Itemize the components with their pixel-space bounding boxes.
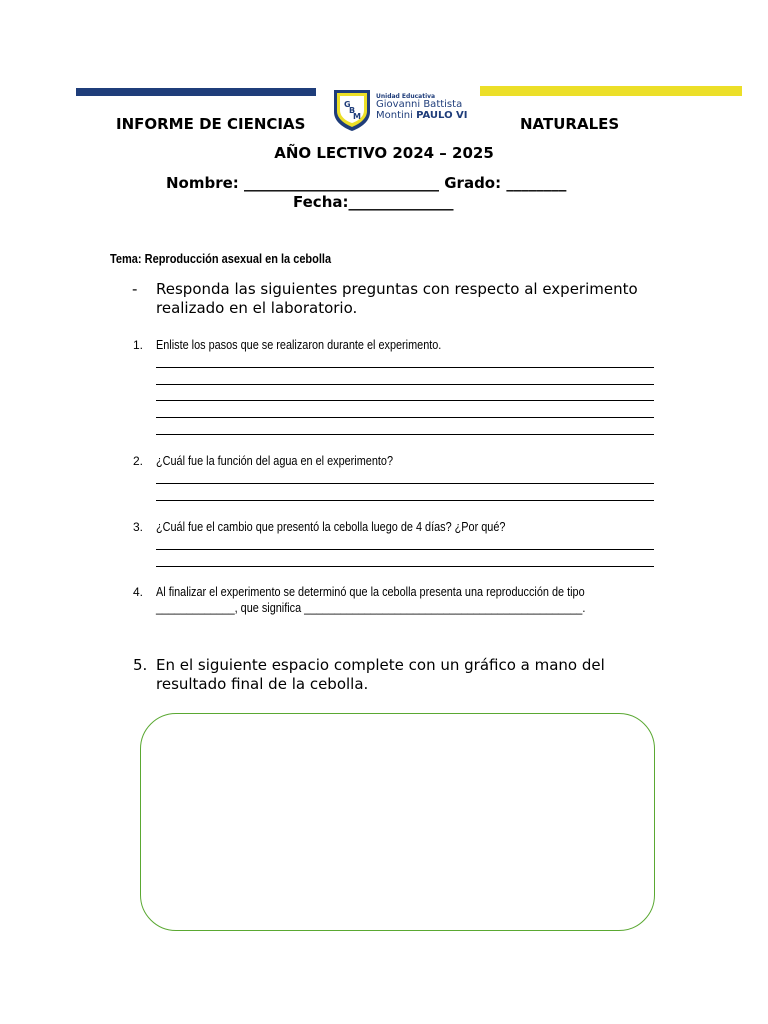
title-left: INFORME DE CIENCIAS xyxy=(116,115,306,133)
answer-line[interactable] xyxy=(156,400,654,401)
question-1-text: Enliste los pasos que se realizaron durante el experimento. xyxy=(156,338,442,352)
shield-letter-m: M xyxy=(353,112,361,121)
question-4-text-line2[interactable]: _____________, que significa ______________________________________________. xyxy=(156,601,586,615)
answer-line[interactable] xyxy=(156,566,654,567)
logo-line3 xyxy=(376,111,468,122)
answer-line[interactable] xyxy=(156,384,654,385)
title-right: NATURALES xyxy=(520,115,620,133)
tema-text: Reproducción asexual en la cebolla xyxy=(144,252,332,266)
intro-bullet: - xyxy=(132,280,138,298)
drawing-area[interactable] xyxy=(140,713,655,931)
question-2-number: 2. xyxy=(133,454,144,468)
answer-line[interactable] xyxy=(156,434,654,435)
school-logo xyxy=(332,88,478,132)
intro-text: Responda las siguientes preguntas con respecto al experimento realizado en el laboratorio. xyxy=(156,280,638,317)
logo-line3-a: Montini xyxy=(376,109,413,121)
shield-letter-b: B xyxy=(349,106,356,115)
answer-line[interactable] xyxy=(156,500,654,501)
answer-line[interactable] xyxy=(156,483,654,484)
question-4-text-line1: Al finalizar el experimento se determinó que la cebolla presenta una reproducción de tipo xyxy=(156,585,585,599)
school-shield-icon xyxy=(332,88,372,132)
school-year: AÑO LECTIVO 2024 – 2025 xyxy=(274,144,494,162)
question-1-number: 1. xyxy=(133,338,144,352)
header-bar-yellow xyxy=(480,86,742,96)
tema-label: Tema: xyxy=(110,252,142,266)
answer-line[interactable] xyxy=(156,367,654,368)
logo-text xyxy=(376,94,468,121)
logo-line2: Giovanni Battista xyxy=(376,99,463,111)
answer-line[interactable] xyxy=(156,417,654,418)
shield-letter-g: G xyxy=(344,100,351,109)
question-2-text: ¿Cuál fue la función del agua en el experimento? xyxy=(156,454,393,468)
header-bar-blue xyxy=(76,88,316,96)
logo-line1: Unidad Educativa xyxy=(376,93,436,100)
question-3-text: ¿Cuál fue el cambio que presentó la cebolla luego de 4 días? ¿Por qué? xyxy=(156,520,506,534)
nombre-grado-field[interactable]: Nombre: __________________________ Grado: ________ xyxy=(166,174,567,192)
question-5-number: 5. xyxy=(133,656,148,674)
logo-line3-b: PAULO VI xyxy=(416,109,468,121)
question-5-text: En el siguiente espacio complete con un gráfico a mano del resultado final de la cebolla. xyxy=(156,656,605,693)
question-4-number: 4. xyxy=(133,585,144,599)
question-3-number: 3. xyxy=(133,520,144,534)
fecha-field[interactable]: Fecha:______________ xyxy=(293,193,454,211)
tema-heading xyxy=(110,252,331,266)
answer-line[interactable] xyxy=(156,549,654,550)
